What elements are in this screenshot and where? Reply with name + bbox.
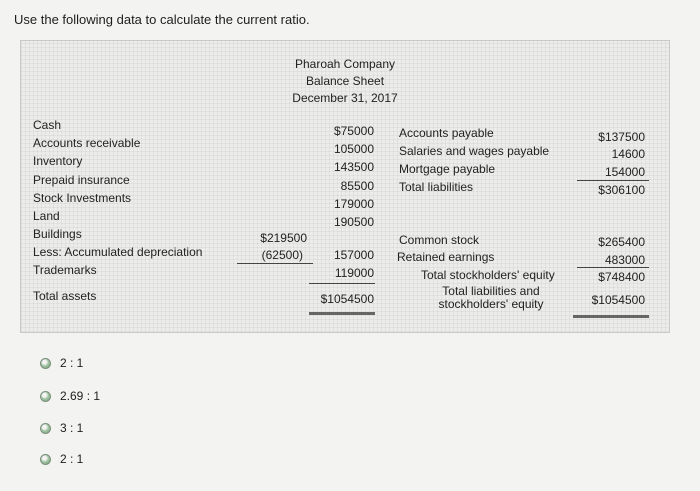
equity-label-stockholders-equity: stockholders' equity [438,297,544,311]
answer-option-2[interactable] [40,389,100,403]
total-assets-double-underline [309,312,375,315]
equity-value-retained-earnings: 483000 [604,253,645,267]
liability-label-salaries-wages: Salaries and wages payable [399,144,550,158]
statement-title: Balance Sheet [305,74,385,88]
asset-value-buildings-net: 157000 [333,248,374,262]
accumulated-depreciation-value: (62500) [261,248,303,262]
question-text: Use the following data to calculate the current ratio. [14,12,310,27]
trademarks-underline [309,283,375,284]
equity-label-retained-earnings: Retained earnings [397,250,495,264]
asset-value-trademarks: 119000 [334,266,374,280]
asset-value-land: 190500 [333,215,374,229]
asset-value-prepaid-insurance: 85500 [340,179,374,193]
liability-label-mortgage-payable: Mortgage payable [399,162,496,176]
equity-label-total-stockholders-equity: Total stockholders' equity [421,268,555,282]
asset-label-stock-investments: Stock Investments [33,191,132,205]
liability-label-accounts-payable: Accounts payable [399,126,494,140]
asset-label-accounts-receivable: Accounts receivable [33,136,141,150]
balance-sheet-panel [20,40,670,333]
answer-option-3[interactable] [40,421,83,435]
liability-value-accounts-payable: $137500 [598,130,645,144]
answer-option-label: 2 : 1 [60,452,84,466]
equity-value-total-stockholders-equity: $748400 [598,270,645,284]
equity-label-total-liabilities-and: Total liabilities and [442,284,540,298]
asset-label-inventory: Inventory [33,154,83,168]
radio-button-icon[interactable] [40,454,51,465]
buildings-gross-value: $219500 [260,231,307,245]
radio-button-icon[interactable] [40,391,51,402]
equity-label-common-stock: Common stock [399,233,480,247]
equity-value-common-stock: $265400 [598,235,645,249]
equity-value-total-liabilities-equity: $1054500 [591,293,645,307]
answer-option-4[interactable] [40,452,83,466]
liability-label-total-liabilities: Total liabilities [399,180,474,194]
company-name: Pharoah Company [294,57,396,71]
asset-label-trademarks: Trademarks [33,263,97,277]
total-liabilities-equity-double-underline [573,315,649,318]
liability-value-total-liabilities: $306100 [598,183,645,197]
asset-label-accumulated-depreciation: Less: Accumulated depreciation [33,245,203,259]
answer-option-label: 3 : 1 [60,421,84,435]
asset-label-cash: Cash [33,118,62,132]
asset-label-prepaid-insurance: Prepaid insurance [33,173,130,187]
asset-label-total-assets: Total assets [33,289,97,303]
mortgage-underline [577,180,649,181]
statement-date: December 31, 2017 [292,91,398,105]
retained-earnings-underline [577,267,649,268]
asset-value-accounts-receivable: 105000 [333,142,374,156]
radio-button-icon[interactable] [40,358,51,369]
depreciation-underline [237,263,313,264]
answer-option-label: 2.69 : 1 [60,389,101,403]
answer-option-label: 2 : 1 [60,356,84,370]
answer-option-1[interactable] [40,356,83,370]
asset-label-buildings: Buildings [33,227,82,241]
liability-value-salaries-wages: 14600 [611,147,645,161]
liability-value-mortgage-payable: 154000 [604,165,645,179]
asset-value-total-assets: $1054500 [320,292,374,306]
radio-button-icon[interactable] [40,423,51,434]
asset-value-inventory: 143500 [333,160,374,174]
asset-label-land: Land [33,209,60,223]
asset-value-cash: $75000 [333,124,374,138]
asset-value-stock-investments: 179000 [333,197,374,211]
